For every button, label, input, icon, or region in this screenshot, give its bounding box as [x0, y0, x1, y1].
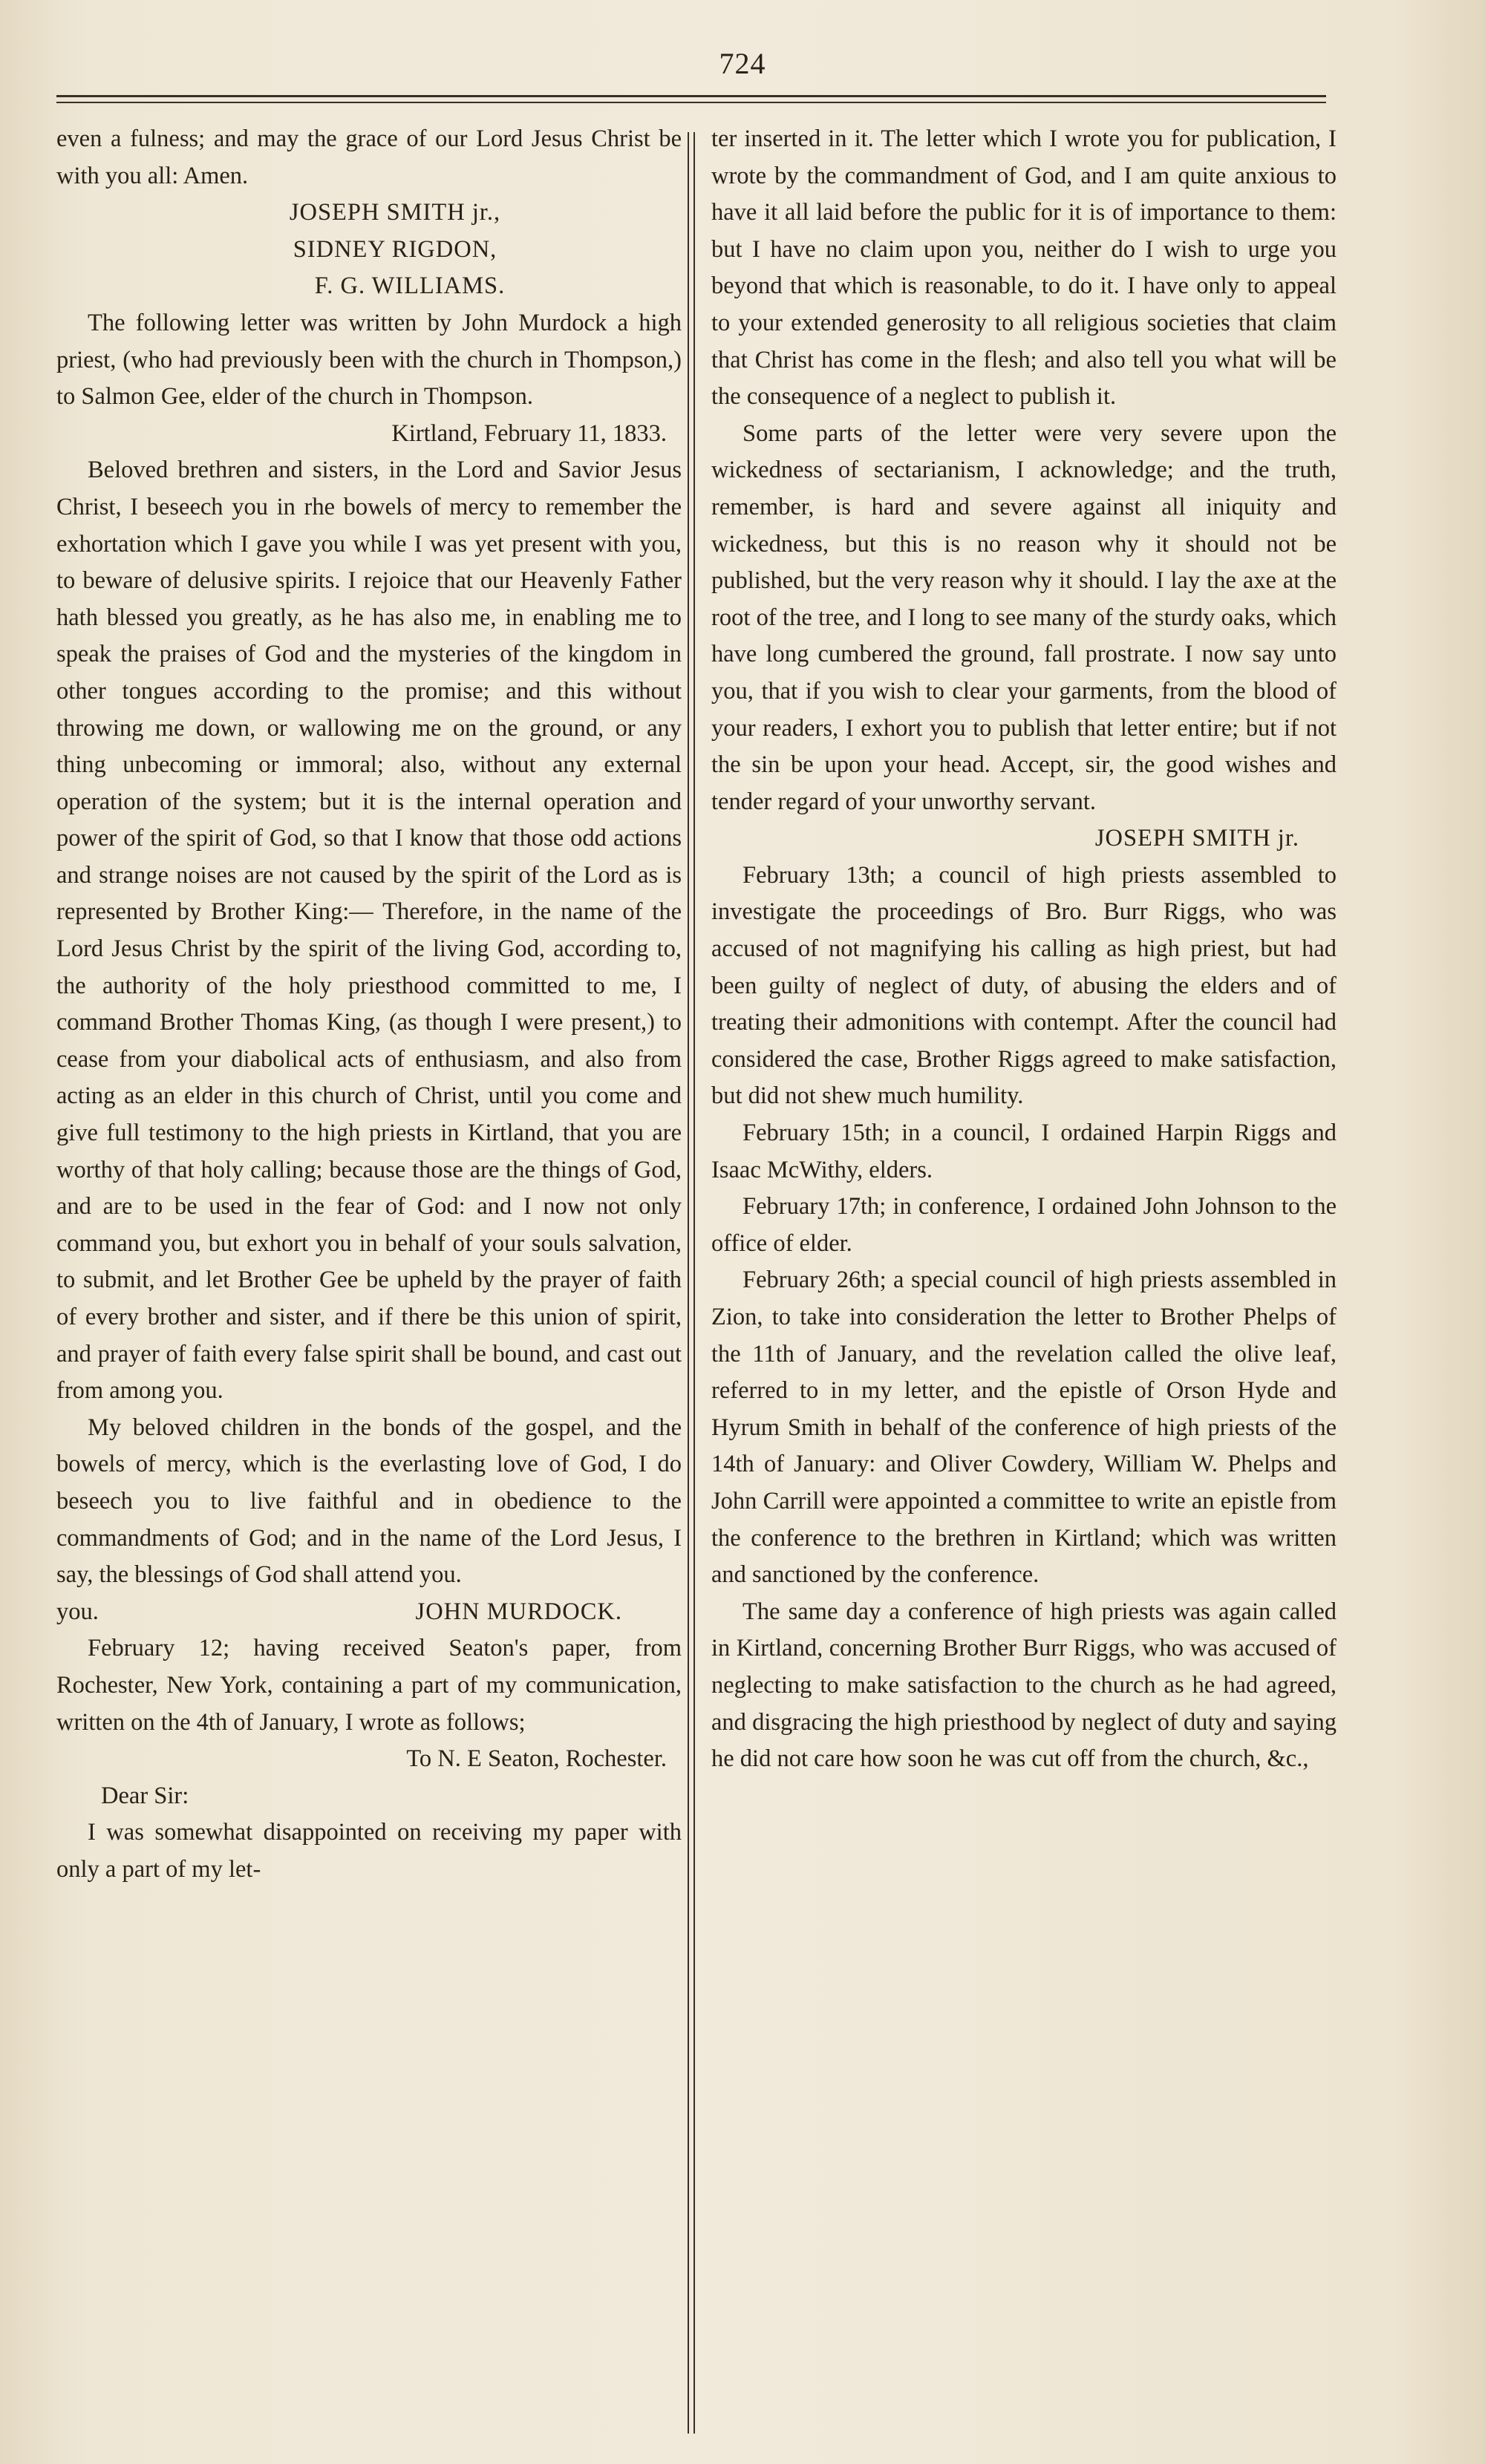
addressee-line: To N. E Seaton, Rochester.	[406, 1745, 667, 1773]
paragraph: February 13th; a council of high priests assembled to investigate the proceedings of Bro. Burr Riggs, who was accused of not magnifying his calling as high priest, but had been guilty of neglect of duty, of abusing the elders and of treating their admonitions with contempt. After the council had considered the case, Brother Riggs agreed to make satisfaction, but did not shew much humility.	[711, 861, 1336, 1110]
paragraph: ter inserted in it. The letter which I wrote you for publication, I wrote by the commandment of God, and I am quite anxious to have it all laid before the public for it is of importance to them: but I have no claim upon you, neither do I wish to urge you beyond that which is reasonable, to do it. I have only to appeal to your extended generosity to all religious societies that claim that Christ has come in the flesh; and also tell you what will be the consequence of a neglect to publish it.	[711, 125, 1336, 411]
signature-line: F. G. WILLIAMS.	[314, 272, 506, 300]
dateline: Kirtland, February 11, 1833.	[391, 419, 667, 447]
paragraph: February 17th; in conference, I ordained John Johnson to the office of elder.	[711, 1193, 1336, 1257]
signature-line: JOSEPH SMITH jr.,	[289, 199, 501, 226]
paragraph: February 15th; in a council, I ordained Harpin Riggs and Isaac McWithy, elders.	[711, 1120, 1336, 1183]
paragraph: even a fulness; and may the grace of our Lord Jesus Christ be with you all: Amen.	[56, 125, 682, 189]
paragraph: Beloved brethren and sisters, in the Lord and Savior Jesus Christ, I beseech you in rhe bowels of mercy to remember the exhortation which I gave you while I was yet present with you, to beware of delusive spirits. I rejoice that our Heavenly Father hath blessed you greatly, as he has also me, in enabling me to speak the praises of God and the mysteries of the kingdom in other tongues according to the promise; and this without throwing me down, or wallowing me on the ground, or any thing unbecoming or immoral; also, without any external operation of the system; but it is the internal operation and power of the spirit of God, so that I know that those odd actions and strange noises are not caused by the spirit of the Lord as is represented by Brother King:— Therefore, in the name of the Lord Jesus Christ by the spirit of the living God, according to, the authority of the holy priesthood committed to me, I command Brother Thomas King, (as though I were present,) to cease from your diabolical acts of enthusiasm, and also from acting as an elder in this church of Christ, until you come and give full testimony to the high priests in Kirtland, that you are worthy of that holy calling; because those are the things of God, and are to be used in the fear of God: and I now not only command you, but exhort you in behalf of your souls salvation, to submit, and let Brother Gee be upheld by the prayer of faith of every brother and sister, and if there be this union of spirit, and prayer of faith every false spirit shall be bound, and cast out from among you.	[56, 457, 682, 1405]
signature-lead-word: you.	[56, 1598, 99, 1625]
paragraph: The following letter was written by John Murdock a high priest, (who had previously been with the church in Thompson,) to Salmon Gee, elder of the church in Thompson.	[56, 309, 682, 411]
signature-name: JOHN MURDOCK.	[415, 1598, 622, 1625]
paragraph: Some parts of the letter were very severe upon the wickedness of sectarianism, I acknowledge; and the truth, remember, is hard and severe against all iniquity and wickedness, but this is no reason why it should not be published, but the very reason why it should. I lay the axe at the root of the tree, and I long to see many of the sturdy oaks, which have long cumbered the ground, fall prostrate. I now say unto you, that if you wish to clear your garments, from the blood of your readers, I exhort you to publish that letter entire; but if not the sin be upon your head. Accept, sir, the good wishes and tender regard of your unworthy servant.	[711, 419, 1336, 815]
paragraph: I was somewhat disappointed on receiving my paper with only a part of my let-	[56, 1819, 682, 1883]
left-column	[56, 121, 682, 1889]
paragraph: The same day a conference of high priests was again called in Kirtland, concerning Brother Burr Riggs, who was accused of neglecting to make satisfaction to the church as he had agreed, and disgracing the high priesthood by neglect of duty and saying he did not care how soon he was cut off from the church, &c.,	[711, 1598, 1336, 1773]
paragraph: February 26th; a special council of high priests assembled in Zion, to take into consideration the letter to Brother Phelps of the 11th of January, and the revelation called the olive leaf, referred to in my letter, and the epistle of Orson Hyde and Hyrum Smith in behalf of the conference of high priests of the 14th of January: and Oliver Cowdery, William W. Phelps and John Carrill were appointed a committee to write an epistle from the conference to the brethren in Kirtland; which was written and sanctioned by the conference.	[711, 1267, 1336, 1589]
signature-line	[56, 1594, 682, 1631]
salutation: Dear Sir:	[101, 1782, 189, 1809]
signature-line: SIDNEY RIGDON,	[293, 235, 497, 263]
right-column	[711, 121, 1336, 1778]
column-divider-right-line	[693, 132, 695, 2434]
paragraph: My beloved children in the bonds of the gospel, and the bowels of mercy, which is the everlasting love of God, I do beseech you to live faithful and in obedience to the commandments of God; and in the name of the Lord Jesus, I say, the blessings of God shall attend you.	[56, 1414, 682, 1589]
signature-line: JOSEPH SMITH jr.	[1094, 825, 1299, 852]
header-rule-thin	[56, 102, 1326, 103]
column-divider-left-line	[688, 132, 689, 2434]
header-rule-thick	[56, 95, 1326, 97]
paragraph: February 12; having received Seaton's paper, from Rochester, New York, containing a part of my communication, written on the 4th of January, I wrote as follows;	[56, 1635, 682, 1736]
page-number: 724	[719, 47, 766, 80]
